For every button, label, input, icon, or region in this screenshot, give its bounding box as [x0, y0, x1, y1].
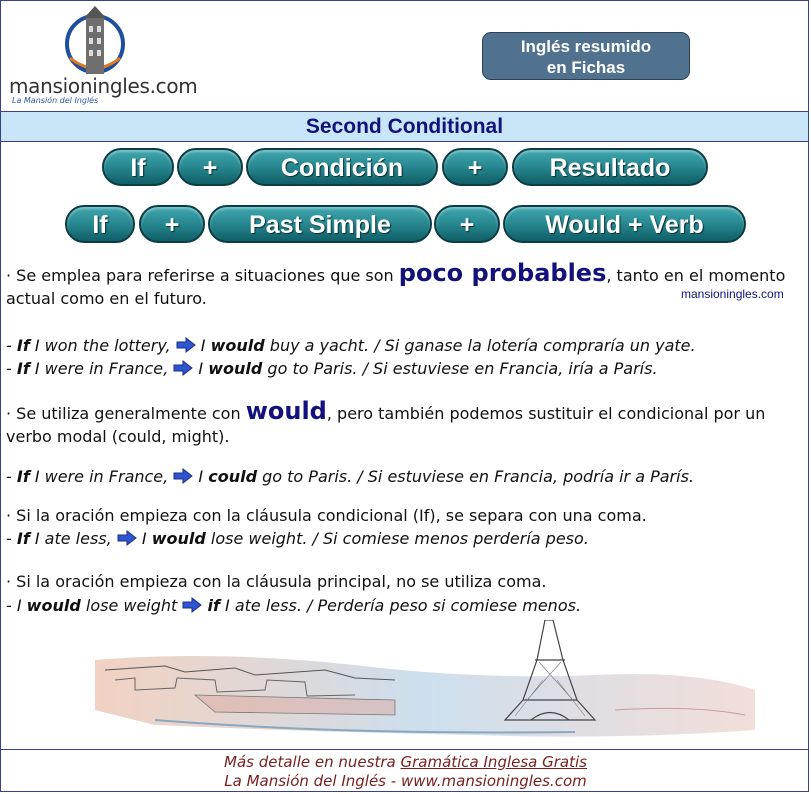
rule-1-before: · Se emplea para referirse a situaciones que son	[6, 266, 399, 285]
rule-1-highlight: poco probables	[398, 259, 607, 287]
formula1-if: If	[102, 148, 174, 186]
example-4-if: If	[16, 529, 30, 548]
badge-line-1: Inglés resumido	[520, 37, 652, 56]
example-1-dash: -	[6, 336, 17, 355]
formula2-plus-1: +	[139, 205, 205, 243]
example-3-rest: go to Paris. / Si estuviese en Francia, podría ir a París.	[257, 467, 694, 486]
example-1-condition: I won the lottery,	[29, 336, 176, 355]
formula1-plus-2: +	[442, 148, 508, 186]
example-5-if: if	[207, 596, 220, 615]
example-5-mid: lose weight	[80, 596, 183, 615]
example-5-start: - I	[6, 596, 27, 615]
example-4	[6, 527, 589, 550]
example-2-modal: would	[208, 359, 263, 378]
example-4-condition: I ate less,	[29, 529, 117, 548]
example-1-rest: buy a yacht. / Si ganase la lotería compraría un yate.	[264, 336, 696, 355]
rule-2-highlight: would	[245, 397, 327, 425]
arrow-right-icon	[176, 337, 196, 353]
rule-2-before: · Se utiliza generalmente con	[6, 404, 246, 423]
formula1-result: Resultado	[512, 148, 708, 186]
example-2-condition: I were in France,	[29, 359, 174, 378]
formula1-condition: Condición	[246, 148, 438, 186]
rule-1-after: , tanto en el momento actual como en el futuro.	[6, 266, 786, 308]
example-3-if: If	[16, 467, 30, 486]
example-5-rest: I ate less. / Perdería peso si comiese menos.	[219, 596, 582, 615]
watermark: mansioningles.com	[681, 287, 784, 301]
example-3-subject: I	[193, 467, 209, 486]
rule-3: · Si la oración empieza con la cláusula condicional (If), se separa con una coma.	[6, 506, 647, 525]
rule-4: · Si la oración empieza con la cláusula principal, no se utiliza coma.	[6, 572, 547, 591]
arrow-right-icon	[173, 360, 193, 376]
formula1-plus-1: +	[177, 148, 243, 186]
example-4-subject: I	[136, 529, 152, 548]
example-3	[6, 465, 694, 488]
logo-text: mansioningles.com	[9, 74, 198, 98]
example-4-modal: would	[151, 529, 206, 548]
arrow-right-icon	[117, 530, 137, 546]
logo-subtext: La Mansión del Inglés	[12, 96, 99, 105]
example-1-subject: I	[195, 336, 211, 355]
example-2-dash: -	[6, 359, 17, 378]
example-2	[6, 357, 658, 380]
footer-prefix: Más detalle en nuestra	[224, 753, 401, 771]
example-1-modal: would	[210, 336, 265, 355]
formula2-would-verb: Would + Verb	[503, 205, 746, 243]
rule-2-after: , pero también podemos sustituir el condicional por un verbo modal (could, might).	[6, 404, 766, 446]
formula2-past-simple: Past Simple	[208, 205, 432, 243]
example-5	[6, 594, 581, 617]
summary-badge[interactable]	[482, 32, 690, 80]
example-3-condition: I were in France,	[29, 467, 174, 486]
footer-divider	[1, 749, 808, 750]
example-3-modal: could	[208, 467, 258, 486]
example-2-subject: I	[193, 359, 209, 378]
rule-1	[6, 259, 796, 310]
example-1-if: If	[16, 336, 30, 355]
example-4-rest: lose weight. / Si comiese menos perdería peso.	[205, 529, 589, 548]
formula2-plus-2: +	[434, 205, 500, 243]
badge-line-2: en Fichas	[546, 58, 626, 77]
grammar-link[interactable]: Gramática Inglesa Gratis	[400, 753, 587, 771]
page-title: Second Conditional	[1, 111, 808, 142]
arrow-right-icon	[173, 468, 193, 484]
example-3-dash: -	[6, 467, 17, 486]
footer-line-1	[0, 753, 811, 771]
example-5-modal: would	[26, 596, 81, 615]
example-1	[6, 334, 696, 357]
example-2-rest: go to Paris. / Si estuviese en Francia, iría a París.	[262, 359, 658, 378]
footer-line-2: La Mansión del Inglés - www.mansioningles.com	[224, 772, 587, 790]
arrow-right-icon	[182, 597, 202, 613]
formula2-if: If	[65, 205, 135, 243]
example-4-dash: -	[6, 529, 17, 548]
example-2-if: If	[16, 359, 30, 378]
paris-illustration	[95, 620, 755, 750]
rule-2	[6, 397, 796, 448]
